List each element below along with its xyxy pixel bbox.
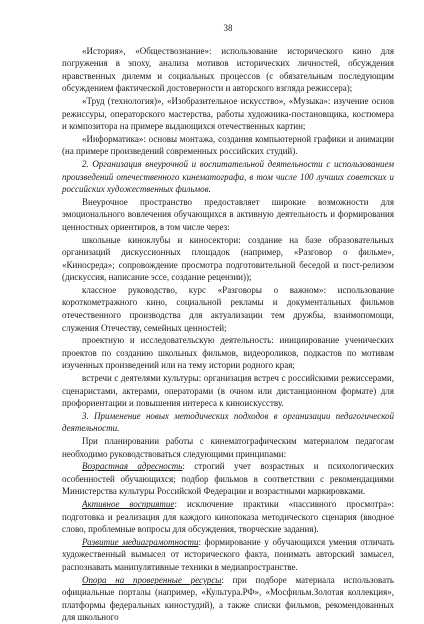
principle-text: : строгий учет возрастных и психологических особенностей обучающихся; подбор фильмов в соответствии с рекомендациями Министерства культуры Российской Федерации и возрастными маркировками.: [62, 461, 394, 497]
principle-lead: Активное восприятие: [82, 498, 175, 509]
principle-text: : исключение практики «пассивного просмотра»: подготовка и реализация для каждого кинопоказа методического сценария (вводное слово, проблемные вопросы для обсуждения, творческие задания).: [62, 498, 394, 535]
principle-lead: Опора на проверенные ресурсы: [82, 574, 222, 585]
paragraph-informatics: «Информатика»: основы монтажа, создания компьютерной графики и анимации (на примере произведений современных российских студий).: [62, 133, 394, 157]
principle-text: : при подборе материала использовать официальные порталы (например, «Культура.РФ», «Мосфильм.Золотая коллекция», платформы федеральных киностудий), а также списки фильмов, рекомендованных для школьного: [62, 574, 394, 623]
section-heading-3: 3. Применение новых методических подходов в организации педагогической деятельности.: [62, 410, 394, 434]
principle-text: : формирование у обучающихся умения отличать художественный вымысел от исторического факта, понимать авторский замысел, распознавать манипулятивные техники в медиапространстве.: [62, 536, 394, 572]
paragraph-labor-art-music: «Труд (технология)», «Изобразительное искусство», «Музыка»: изучение основ режиссуры, операторского мастерства, работы художника-постановщика, костюмера и композитора на примере выдающихся отечественных картин;: [62, 95, 394, 132]
page-number: 38: [223, 23, 233, 33]
principle-active-perception: [62, 498, 394, 536]
section-heading-2: 2. Организация внеурочной и воспитательной деятельности с использованием произведений отечественного кинематографа, в том числе 100 лучших советских и российских художественных фильмов.: [62, 158, 394, 195]
paragraph-film-clubs: школьные киноклубы и киносектори: создание на базе образовательных организаций дискуссионных площадок (например, «Разговор о фильме», «Киносреда»; сопровождение просмотра подготовительной беседой и пост-релизом (дискуссия, написание эссе, создание рецензии));: [62, 234, 394, 283]
paragraph-extracurricular-intro: Внеурочное пространство предоставляет широкие возможности для эмоционального вовлечения обучающихся в активную деятельность и формирования ценностных ориентиров, в том числе через:: [62, 196, 394, 232]
paragraph-principles-intro: При планировании работы с кинематографическим материалом педагогам необходимо руководствоваться следующими принципами:: [62, 436, 394, 459]
principle-age-targeting: [62, 460, 394, 498]
paragraph-history: «История», «Обществознание»: использование исторического кино для погружения в эпоху, анализа мотивов исторических личностей, обсуждения нравственных дилемм и социальных процессов (с обязательным последующим обсуждением фактической достоверности и авторского взгляда режиссера);: [62, 45, 394, 94]
principle-media-literacy: [62, 536, 394, 574]
paragraph-class-guidance: классное руководство, курс «Разговоры о важном»: использование короткометражного кино, социальной рекламы и документальных фильмов отечественного производства для актуализации тем дружбы, взаимопомощи, служения Отечеству, семейных ценностей;: [62, 284, 394, 333]
paragraph-projects: проектную и исследовательскую деятельность: инициирование ученических проектов по созданию школьных фильмов, видеороликов, подкастов по мотивам изученных произведений или на тему истории родного края;: [62, 335, 394, 371]
document-page: [62, 22, 394, 624]
principle-lead: Возрастная адресность: [82, 461, 183, 472]
paragraph-meetings: встречи с деятелями культуры: организация встреч с российскими режиссерами, сценаристами, актерами, операторами (в очном или дистанционном формате) для профориентации и повышения интереса к киноискусству.: [62, 373, 394, 409]
principle-verified-resources: [62, 574, 394, 624]
principle-lead: Развитие медиаграмотности: [82, 536, 199, 547]
